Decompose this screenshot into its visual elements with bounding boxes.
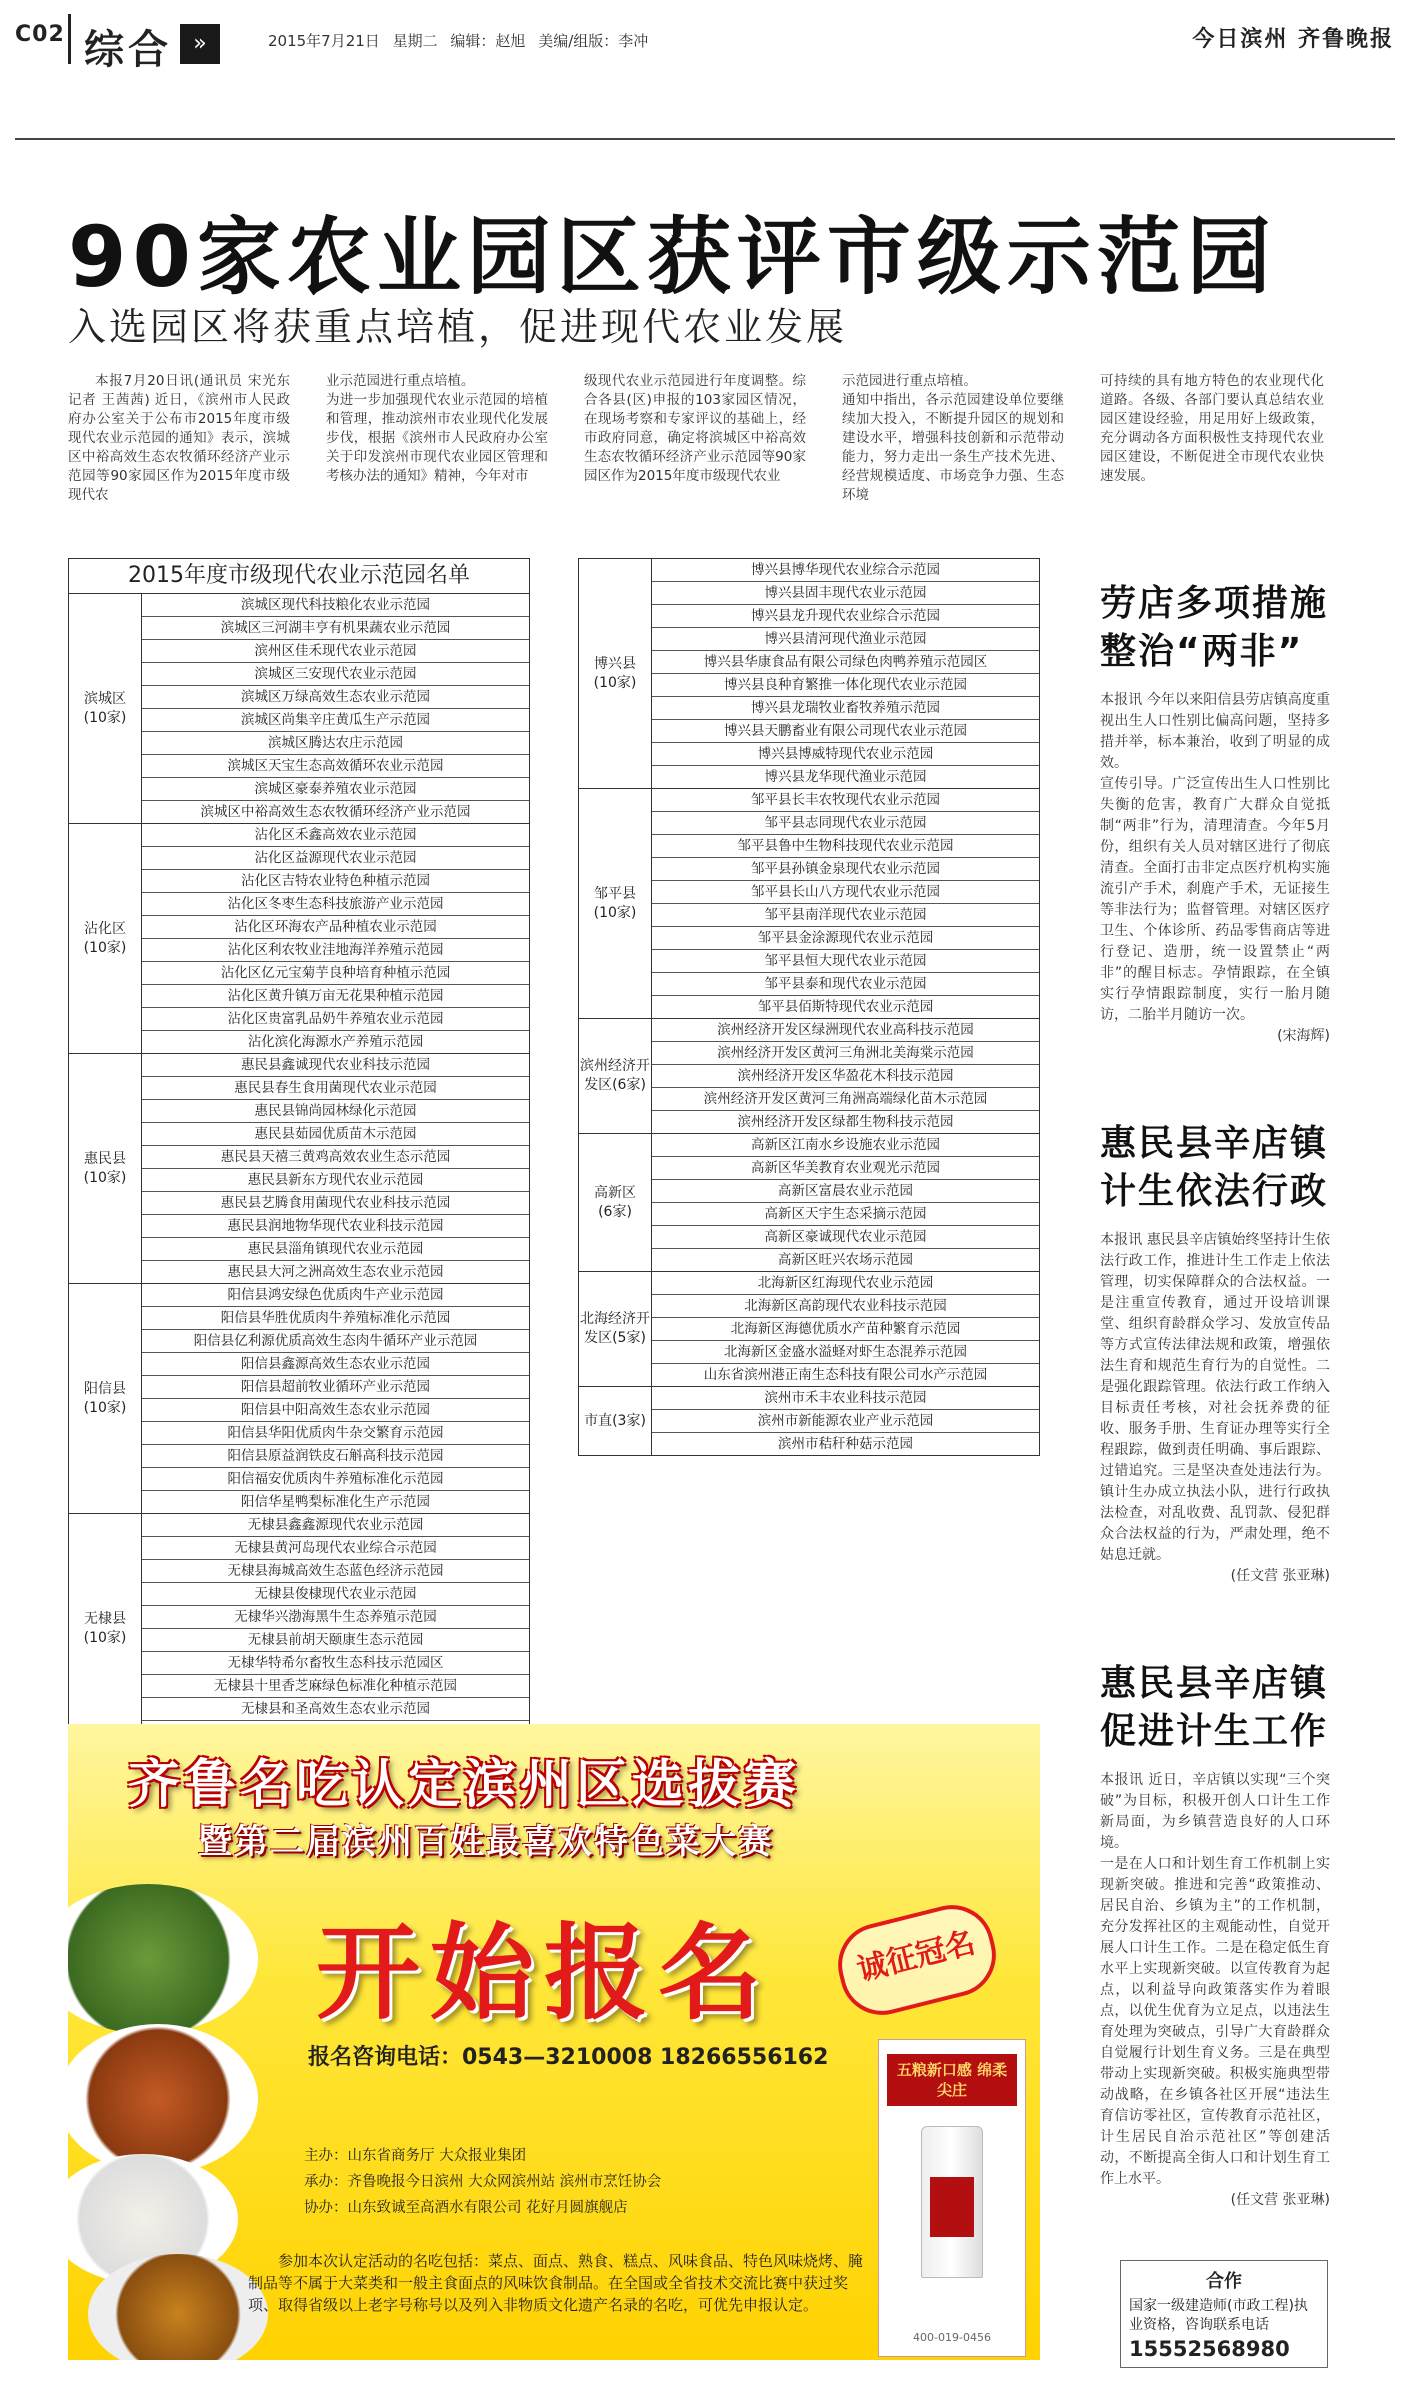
ad-co-organizer: 协办：山东致诚至高酒水有限公司 花好月圆旗舰店 (304, 2200, 628, 2216)
county-name: 惠民县 (10家) (69, 1054, 142, 1283)
table-row: 阳信县超前牧业循环产业示范园 (142, 1376, 529, 1399)
table-row: 无棣县十里香芝麻绿色标准化种植示范园 (142, 1675, 529, 1698)
table-row: 阳信县华胜优质肉牛养殖标准化示范园 (142, 1307, 529, 1330)
table-row: 沾化区贵富乳品奶牛养殖农业示范园 (142, 1008, 529, 1031)
dish-image (68, 1884, 258, 2034)
liquor-brand: 五粮新口感 绵柔尖庄 (887, 2054, 1017, 2106)
table-group (69, 1054, 529, 1284)
table-row: 邹平县佰斯特现代农业示范园 (757, 999, 934, 1015)
sidebar-byline: (任文营 张亚琳) (1230, 2192, 1330, 2208)
ad-note: 参加本次认定活动的名吃包括：菜点、面点、熟食、糕点、风味食品、特色风味烧烤、腌制品等不属于大菜类和一般主食面点的风味饮食制品。在全国或全省技术交流比赛中获过奖项、取得省级以上老字号称号以及列入非物质文化遗产名录的名吃，可优先申报认定。 (248, 2252, 864, 2314)
table-row: 无棣县鑫鑫源现代农业示范园 (142, 1514, 529, 1537)
table-row: 博兴县固丰现代农业示范园 (652, 582, 1039, 605)
dish-image (68, 2024, 258, 2174)
table-row: 邹平县南洋现代农业示范园 (652, 904, 1039, 927)
table-row: 阳信县原益润铁皮石斛高科技示范园 (142, 1445, 529, 1468)
sidebar-headline: 惠民县辛店镇 促进计生工作 (1100, 1663, 1329, 1752)
issue-weekday: 星期二 (392, 32, 438, 50)
article-col-2: 业示范园进行重点培植。 为进一步加强现代农业示范园的培植和管理，推动滨州市农业现代化发展步伐，根据《滨州市人民政府办公室关于印发滨州市现代农业园区管理和考核办法的通知》精神，今年对市 (326, 373, 548, 484)
designer: 美编/组版：李冲 (538, 32, 649, 50)
table-row: 惠民县艺腾食用菌现代农业科技示范园 (142, 1192, 529, 1215)
table-row: 滨州经济开发区黄河三角洲北美海棠示范园 (652, 1042, 1039, 1065)
table-row: 博兴县龙升现代农业综合示范园 (652, 605, 1039, 628)
table-group (69, 1284, 529, 1514)
table-row: 北海新区高韵现代农业科技示范园 (652, 1295, 1039, 1318)
table-row: 无棣华特希尔畜牧生态科技示范园区 (142, 1652, 529, 1675)
table-row: 高新区豪诚现代农业示范园 (652, 1226, 1039, 1249)
table-row: 沾化滨化海源水产养殖示范园 (247, 1034, 424, 1050)
county-name: 高新区 (6家) (579, 1134, 652, 1271)
table-row: 无棣县黄河岛现代农业综合示范园 (142, 1537, 529, 1560)
sidebar-headline: 惠民县辛店镇 计生依法行政 (1100, 1123, 1329, 1212)
table-row: 邹平县泰和现代农业示范园 (652, 973, 1039, 996)
table-row: 滨城区腾达农庄示范园 (142, 732, 529, 755)
article-col-4: 示范园进行重点培植。 通知中指出，各示范园建设单位要继续加大投入，不断提升园区的规划和建设水平，增强科技创新和示范带动能力，努力走出一条生产技术先进、经营规模适度、市场竞争力强、生态环境 (842, 373, 1064, 503)
table-row: 博兴县良种育繁推一体化现代农业示范园 (652, 674, 1039, 697)
table-group (579, 1019, 1039, 1134)
table-row: 高新区天宇生态采摘示范园 (652, 1203, 1039, 1226)
table-row: 滨城区尚集辛庄黄瓜生产示范园 (142, 709, 529, 732)
table-row: 沾化区益源现代农业示范园 (142, 847, 529, 870)
table-row: 无棣县和圣高效生态农业示范园 (142, 1698, 529, 1721)
table-row: 沾化区禾鑫高效农业示范园 (142, 824, 529, 847)
headline: 90家农业园区获评市级示范园 (68, 208, 1277, 306)
table-row: 滨州市秸秆种菇示范园 (778, 1436, 913, 1452)
sidebar-headline: 劳店多项措施 整治“两非” (1100, 583, 1329, 672)
classified-ad (1120, 2260, 1328, 2368)
table-row: 滨州经济开发区绿都生物科技示范园 (737, 1114, 954, 1130)
double-chevron-icon: » (180, 24, 220, 64)
table-row: 邹平县金涂源现代农业示范园 (652, 927, 1039, 950)
table-row: 沾化区吉特农业特色种植示范园 (142, 870, 529, 893)
county-name: 无棣县 (10家) (69, 1514, 142, 1743)
sponsor-stamp: 诚征冠名 (829, 1896, 1005, 2023)
ad-host: 主办：山东省商务厅 大众报业集团 (304, 2148, 527, 2164)
table-group (579, 1134, 1039, 1272)
ad-phone: 报名咨询电话：0543—3210008 18266556162 (308, 2045, 829, 2070)
table-row: 邹平县鲁中生物科技现代农业示范园 (652, 835, 1039, 858)
table-row: 博兴县龙瑞牧业畜牧养殖示范园 (652, 697, 1039, 720)
ad-headline: 开始报名 (316, 1912, 773, 2034)
county-name: 滨城区 (10家) (69, 594, 142, 823)
table-row: 沾化区环海农产品种植农业示范园 (142, 916, 529, 939)
table-row: 博兴县龙华现代渔业示范园 (764, 769, 927, 785)
table-row: 惠民县锦尚园林绿化示范园 (142, 1100, 529, 1123)
table-row: 无棣县俊棣现代农业示范园 (142, 1583, 529, 1606)
table-group (69, 824, 529, 1054)
county-name: 博兴县 (10家) (579, 559, 652, 788)
table-row: 惠民县春生食用菌现代农业示范园 (142, 1077, 529, 1100)
bottle-icon (921, 2126, 983, 2278)
table-row: 无棣县前胡天颐康生态示范园 (142, 1629, 529, 1652)
table-row: 高新区华美教育农业观光示范园 (652, 1157, 1039, 1180)
table-row: 滨城区中裕高效生态农牧循环经济产业示范园 (200, 804, 471, 820)
table-group (579, 559, 1039, 789)
table-row: 高新区旺兴农场示范园 (778, 1252, 913, 1268)
county-name: 市直(3家) (579, 1387, 652, 1455)
table-row: 惠民县鑫诚现代农业科技示范园 (142, 1054, 529, 1077)
sidebar-byline: (宋海辉) (1277, 1028, 1330, 1044)
table-row: 邹平县孙镇金泉现代农业示范园 (652, 858, 1039, 881)
table-row: 滨州区佳禾现代农业示范园 (142, 640, 529, 663)
dish-image (88, 2254, 268, 2360)
issue-info (268, 30, 648, 51)
table-row: 博兴县华康食品有限公司绿色肉鸭养殖示范园区 (652, 651, 1039, 674)
sidebar (1100, 580, 1330, 2211)
sidebar-byline: (任文营 张亚琳) (1230, 1568, 1330, 1584)
table-row: 阳信县鸿安绿色优质肉牛产业示范园 (142, 1284, 529, 1307)
county-name: 滨州经济开 发区(6家) (579, 1019, 652, 1133)
table-group (69, 594, 529, 824)
table-row: 无棣县海城高效生态蓝色经济示范园 (142, 1560, 529, 1583)
park-table-left (68, 558, 530, 1744)
classified-phone: 15552568980 (1129, 2337, 1290, 2361)
table-row: 北海新区海德优质水产苗种繁育示范园 (652, 1318, 1039, 1341)
classified-heading: 合作 (1206, 2271, 1242, 2292)
table-row: 滨城区天宝生态高效循环农业示范园 (142, 755, 529, 778)
table-group (579, 789, 1039, 1019)
table-row: 沾化区黄升镇万亩无花果种植示范园 (142, 985, 529, 1008)
table-row: 阳信县中阳高效生态农业示范园 (142, 1399, 529, 1422)
table-row: 邹平县长丰农牧现代农业示范园 (652, 789, 1039, 812)
table-row: 高新区富晨农业示范园 (652, 1180, 1039, 1203)
advertisement (68, 1724, 1040, 2360)
liquor-phone: 400-019-0456 (913, 2331, 991, 2344)
page-code: C02 (15, 22, 65, 47)
editor: 编辑：赵旭 (450, 32, 526, 50)
park-table-right (578, 558, 1040, 1456)
table-row: 阳信华星鸭梨标准化生产示范园 (241, 1494, 430, 1510)
subheadline: 入选园区将获重点培植，促进现代农业发展 (68, 305, 848, 349)
section-title: 综合 (84, 27, 172, 73)
table-row: 博兴县博华现代农业综合示范园 (652, 559, 1039, 582)
table-row: 沾化区利农牧业洼地海洋养殖示范园 (142, 939, 529, 962)
table-row: 沾化区亿元宝菊芋良种培育种植示范园 (142, 962, 529, 985)
table-row: 阳信县华阳优质肉牛杂交繁育示范园 (142, 1422, 529, 1445)
article-col-1: 本报7月20日讯(通讯员 宋光东 记者 王茜茜) 近日，《滨州市人民政府办公室关于公布市2015年度市级现代农业示范园的通知》表示，滨城区中裕高效生态农牧循环经济产业示范园等90家园区作为2015年度市级现代农 (68, 373, 290, 503)
table-row: 惠民县茹园优质苗木示范园 (142, 1123, 529, 1146)
county-name: 阳信县 (10家) (69, 1284, 142, 1513)
table-group (579, 1272, 1039, 1387)
table-row: 阳信福安优质肉牛养殖标准化示范园 (142, 1468, 529, 1491)
county-name: 沾化区 (10家) (69, 824, 142, 1053)
table-row: 滨州经济开发区黄河三角洲高端绿化苗木示范园 (652, 1088, 1039, 1111)
table-row: 滨州市新能源农业产业示范园 (652, 1410, 1039, 1433)
table-row: 滨城区现代科技粮化农业示范园 (142, 594, 529, 617)
table-row: 高新区江南水乡设施农业示范园 (652, 1134, 1039, 1157)
classified-text: 国家一级建造师(市政工程)执业资格，咨询联系电话 (1129, 2298, 1308, 2333)
table-row: 惠民县天禧三黄鸡高效农业生态示范园 (142, 1146, 529, 1169)
table-row: 惠民县淄角镇现代农业示范园 (142, 1238, 529, 1261)
article-col-3: 级现代农业示范园进行年度调整。综合各县(区)申报的103家园区情况，在现场考察和专家评议的基础上，经市政府同意，确定将滨城区中裕高效生态农牧循环经济产业示范园等90家园区作为2015年度市级现代农业 (584, 373, 806, 484)
table-group (579, 1387, 1039, 1455)
county-name: 北海经济开 发区(5家) (579, 1272, 652, 1386)
ad-subtitle: 暨第二届滨州百姓最喜欢特色菜大赛 (198, 1822, 774, 1862)
table-row: 滨城区豪泰养殖农业示范园 (142, 778, 529, 801)
table-row: 邹平县恒大现代农业示范园 (652, 950, 1039, 973)
county-name: 邹平县 (10家) (579, 789, 652, 1018)
article-col-5: 可持续的具有地方特色的农业现代化道路。各级、各部门要认真总结农业园区建设经验，用足用好上级政策，充分调动各方面积极性支持现代农业园区建设，不断促进全市现代农业快速发展。 (1100, 373, 1324, 484)
sidebar-body: 本报讯 近日，辛店镇以实现“三个突破”为目标，积极开创人口计生工作新局面，为乡镇营造良好的人口环境。 一是在人口和计划生育工作机制上实现新突破。推进和完善“政策推动、居民自治、乡镇为主”的工作机制，充分发挥社区的主观能动性，自觉开展人口计生工作。二是在稳定低生育水平上实现新突破。以宣传教育为起点，以利益导向政策落实作为着眼点，以优生优育为立足点，以违法生育处理为突破点，引导广大育龄群众自觉履行计划生育义务。三是在典型带动上实现新突破。积极实施典型带动战略，在乡镇各社区开展“违法生育信访零社区，宣传教育示范社区，计生居民自治示范社区”等创建活动，不断提高全街人口和计划生育工作上水平。 (1100, 1772, 1330, 2187)
table-row: 山东省滨州港正南生态科技有限公司水产示范园 (703, 1367, 988, 1383)
header-rule (15, 138, 1395, 140)
table-row: 滨州经济开发区华盈花木科技示范园 (652, 1065, 1039, 1088)
table-row: 滨城区三河湖丰亨有机果蔬农业示范园 (142, 617, 529, 640)
table-row: 邹平县志同现代农业示范园 (652, 812, 1039, 835)
table-row: 北海新区金盛水溢蛏对虾生态混养示范园 (652, 1341, 1039, 1364)
newspaper-name: 今日滨州 齐鲁晚报 (1192, 27, 1394, 52)
table-row: 阳信县鑫源高效生态农业示范园 (142, 1353, 529, 1376)
ad-title: 齐鲁名吃认定滨州区选拔赛 (128, 1755, 801, 1815)
table-row: 北海新区红海现代农业示范园 (652, 1272, 1039, 1295)
table-row: 博兴县天鹏畜业有限公司现代农业示范园 (652, 720, 1039, 743)
divider (68, 14, 71, 64)
table-row: 惠民县新东方现代农业示范园 (142, 1169, 529, 1192)
table-row: 滨州市禾丰农业科技示范园 (652, 1387, 1039, 1410)
sidebar-body: 本报讯 今年以来阳信县劳店镇高度重视出生人口性别比偏高问题，坚持多措并举，标本兼治，收到了明显的成效。 宣传引导。广泛宣传出生人口性别比失衡的危害，教育广大群众自觉抵制“两非”行为，清理清查。今年5月份，组织有关人员对辖区进行了彻底清查。全面打击非定点医疗机构实施流引产手术，刹鹿产手术，无证接生等非法行为；监督管理。对辖区医疗卫生、个体诊所、药品零售商店等进行登记、造册，统一设置禁止“两非”的醒目标志。孕情跟踪，在全镇实行孕情跟踪制度，实行一胎月随访，二胎半月随访一次。 (1100, 692, 1330, 1023)
table-row: 无棣华兴渤海黑牛生态养殖示范园 (142, 1606, 529, 1629)
sidebar-body: 本报讯 惠民县辛店镇始终坚持计生依法行政工作，推进计生工作走上依法管理，切实保障群众的合法权益。一是注重宣传教育，通过开设培训课堂、组织育龄群众学习、发放宣传品等方式宣传法律法规和政策，增强依法生育和规范生育行为的自觉性。二是强化跟踪管理。依法行政工作纳入目标责任考核，对社会抚养费的征收、服务手册、生育证办理等实行全程跟踪，做到责任明确、事后跟踪、过错追究。三是坚决查处违法行为。镇计生办成立执法小队，进行行政执法检查，对乱收费、乱罚款、侵犯群众合法权益的行为，严肃处理，绝不姑息迁就。 (1100, 1232, 1330, 1563)
table-row: 沾化区冬枣生态科技旅游产业示范园 (142, 893, 529, 916)
table-row: 惠民县润地物华现代农业科技示范园 (142, 1215, 529, 1238)
table-row: 滨城区三安现代农业示范园 (142, 663, 529, 686)
table-row: 滨城区万绿高效生态农业示范园 (142, 686, 529, 709)
liquor-ad (878, 2039, 1026, 2357)
table-row: 博兴县清河现代渔业示范园 (652, 628, 1039, 651)
table-title: 2015年度市级现代农业示范园名单 (69, 559, 529, 594)
issue-date: 2015年7月21日 (268, 32, 380, 50)
ad-organizer: 承办：齐鲁晚报今日滨州 大众网滨州站 滨州市烹饪协会 (304, 2174, 662, 2190)
table-group (69, 1514, 529, 1743)
table-row: 惠民县大河之洲高效生态农业示范园 (227, 1264, 444, 1280)
table-row: 邹平县长山八方现代农业示范园 (652, 881, 1039, 904)
table-row: 滨州经济开发区绿洲现代农业高科技示范园 (652, 1019, 1039, 1042)
table-row: 博兴县博威特现代农业示范园 (652, 743, 1039, 766)
table-row: 阳信县亿利源优质高效生态肉牛循环产业示范园 (142, 1330, 529, 1353)
